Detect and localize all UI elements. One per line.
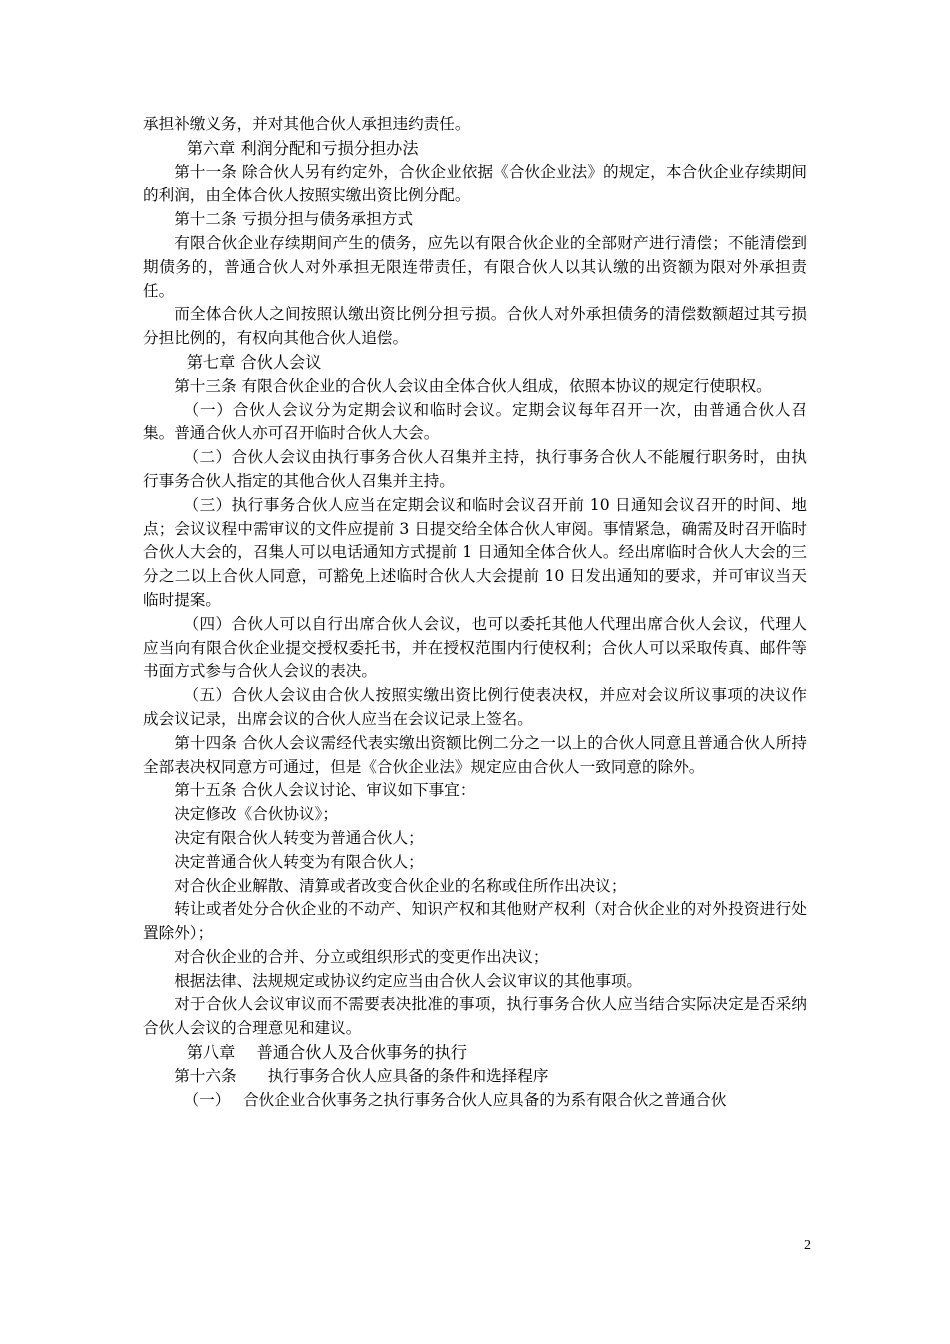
paragraph: 对合伙企业解散、清算或者改变合伙企业的名称或住所作出决议； — [174, 876, 627, 895]
paragraph: 决定修改《合伙协议》； — [174, 805, 338, 824]
chapter-heading: 第七章 合伙人会议 — [186, 352, 322, 372]
paragraph: 承担补缴义务，并对其他合伙人承担违约责任。 — [143, 115, 471, 133]
paragraph: （五）合伙人会议由合伙人按照实缴出资比例行使表决权，并应对会议所议事项的决议作成会议记录，出席会议的合伙人应当在会议记录上签名。 — [143, 686, 807, 728]
paragraph: 第十二条 亏损分担与债务承担方式 — [174, 210, 414, 229]
paragraph: 有限合伙企业存续期间产生的债务，应先以有限合伙企业的全部财产进行清偿；不能清偿到期债务的，普通合伙人对外承担无限连带责任，有限合伙人以其认缴的出资额为限对外承担责任。 — [143, 233, 807, 300]
chapter-heading: 第八章 普通合伙人及合伙事务的执行 — [186, 1043, 468, 1063]
paragraph: 决定普通合伙人转变为有限合伙人； — [174, 852, 424, 871]
paragraph: 决定有限合伙人转变为普通合伙人； — [174, 828, 424, 847]
paragraph: （一）合伙人会议分为定期会议和临时会议。定期会议每年召开一次，由普通合伙人召集。普通合伙人亦可召开临时合伙人大会。 — [143, 400, 807, 443]
paragraph: 根据法律、法规规定或协议约定应当由合伙人会议审议的其他事项。 — [174, 971, 643, 990]
paragraph: 第十一条 除合伙人另有约定外，合伙企业依据《合伙企业法》的规定，本合伙企业存续期间的利润，由全体合伙人按照实缴出资比例分配。 — [143, 162, 807, 205]
paragraph: 而全体合伙人之间按照认缴出资比例分担亏损。合伙人对外承担债务的清偿数额超过其亏损分担比例的，有权向其他合伙人追偿。 — [143, 305, 807, 348]
paragraph: （四）合伙人可以自行出席合伙人会议，也可以委托其他人代理出席合伙人会议，代理人应当向有限合伙企业提交授权委托书，并在授权范围内行使权利；合伙人可以采取传真、邮件等书面方式参与合伙人会议的表决。 — [143, 614, 807, 681]
chapter-heading: 第六章 利润分配和亏损分担办法 — [186, 138, 419, 158]
paragraph: 对合伙企业的合并、分立或组织形式的变更作出决议； — [174, 947, 549, 966]
page-number: 2 — [804, 1238, 811, 1253]
document-body — [143, 113, 807, 1112]
paragraph: 对于合伙人会议审议而不需要表决批准的事项，执行事务合伙人应当结合实际决定是否采纳合伙人会议的合理意见和建议。 — [143, 995, 807, 1038]
paragraph: 第十六条 执行事务合伙人应具备的条件和选择程序 — [174, 1066, 549, 1085]
paragraph: 第十五条 合伙人会议讨论、审议如下事宜： — [174, 781, 476, 800]
paragraph: 第十三条 有限合伙企业的合伙人会议由全体合伙人组成，依照本协议的规定行使职权。 — [174, 376, 772, 395]
paragraph: （二）合伙人会议由执行事务合伙人召集并主持，执行事务合伙人不能履行职务时，由执行事务合伙人指定的其他合伙人召集并主持。 — [143, 448, 807, 490]
paragraph: 转让或者处分合伙企业的不动产、知识产权和其他财产权利（对合伙企业的对外投资进行处置除外）； — [143, 900, 807, 943]
paragraph: （一） 合伙企业合伙事务之执行事务合伙人应具备的为系有限合伙之普通合伙 — [183, 1090, 727, 1109]
paragraph: 第十四条 合伙人会议需经代表实缴出资额比例二分之一以上的合伙人同意且普通合伙人所持全部表决权同意方可通过，但是《合伙企业法》规定应由合伙人一致同意的除外。 — [143, 733, 807, 776]
paragraph: （三）执行事务合伙人应当在定期会议和临时会议召开前 10 日通知会议召开的时间、地点；会议议程中需审议的文件应提前 3 日提交给全体合伙人审阅。事情紧急，确需及时召开临时合伙人大会的，召集人可以电话通知方式提前 1 日通知全体合伙人。经出席临时合伙人大会的三分之二以上合伙人同意，可豁免上述临时合伙人大会提前 10 日发出通知的要求，并可审议当天临时提案。 — [143, 495, 807, 609]
